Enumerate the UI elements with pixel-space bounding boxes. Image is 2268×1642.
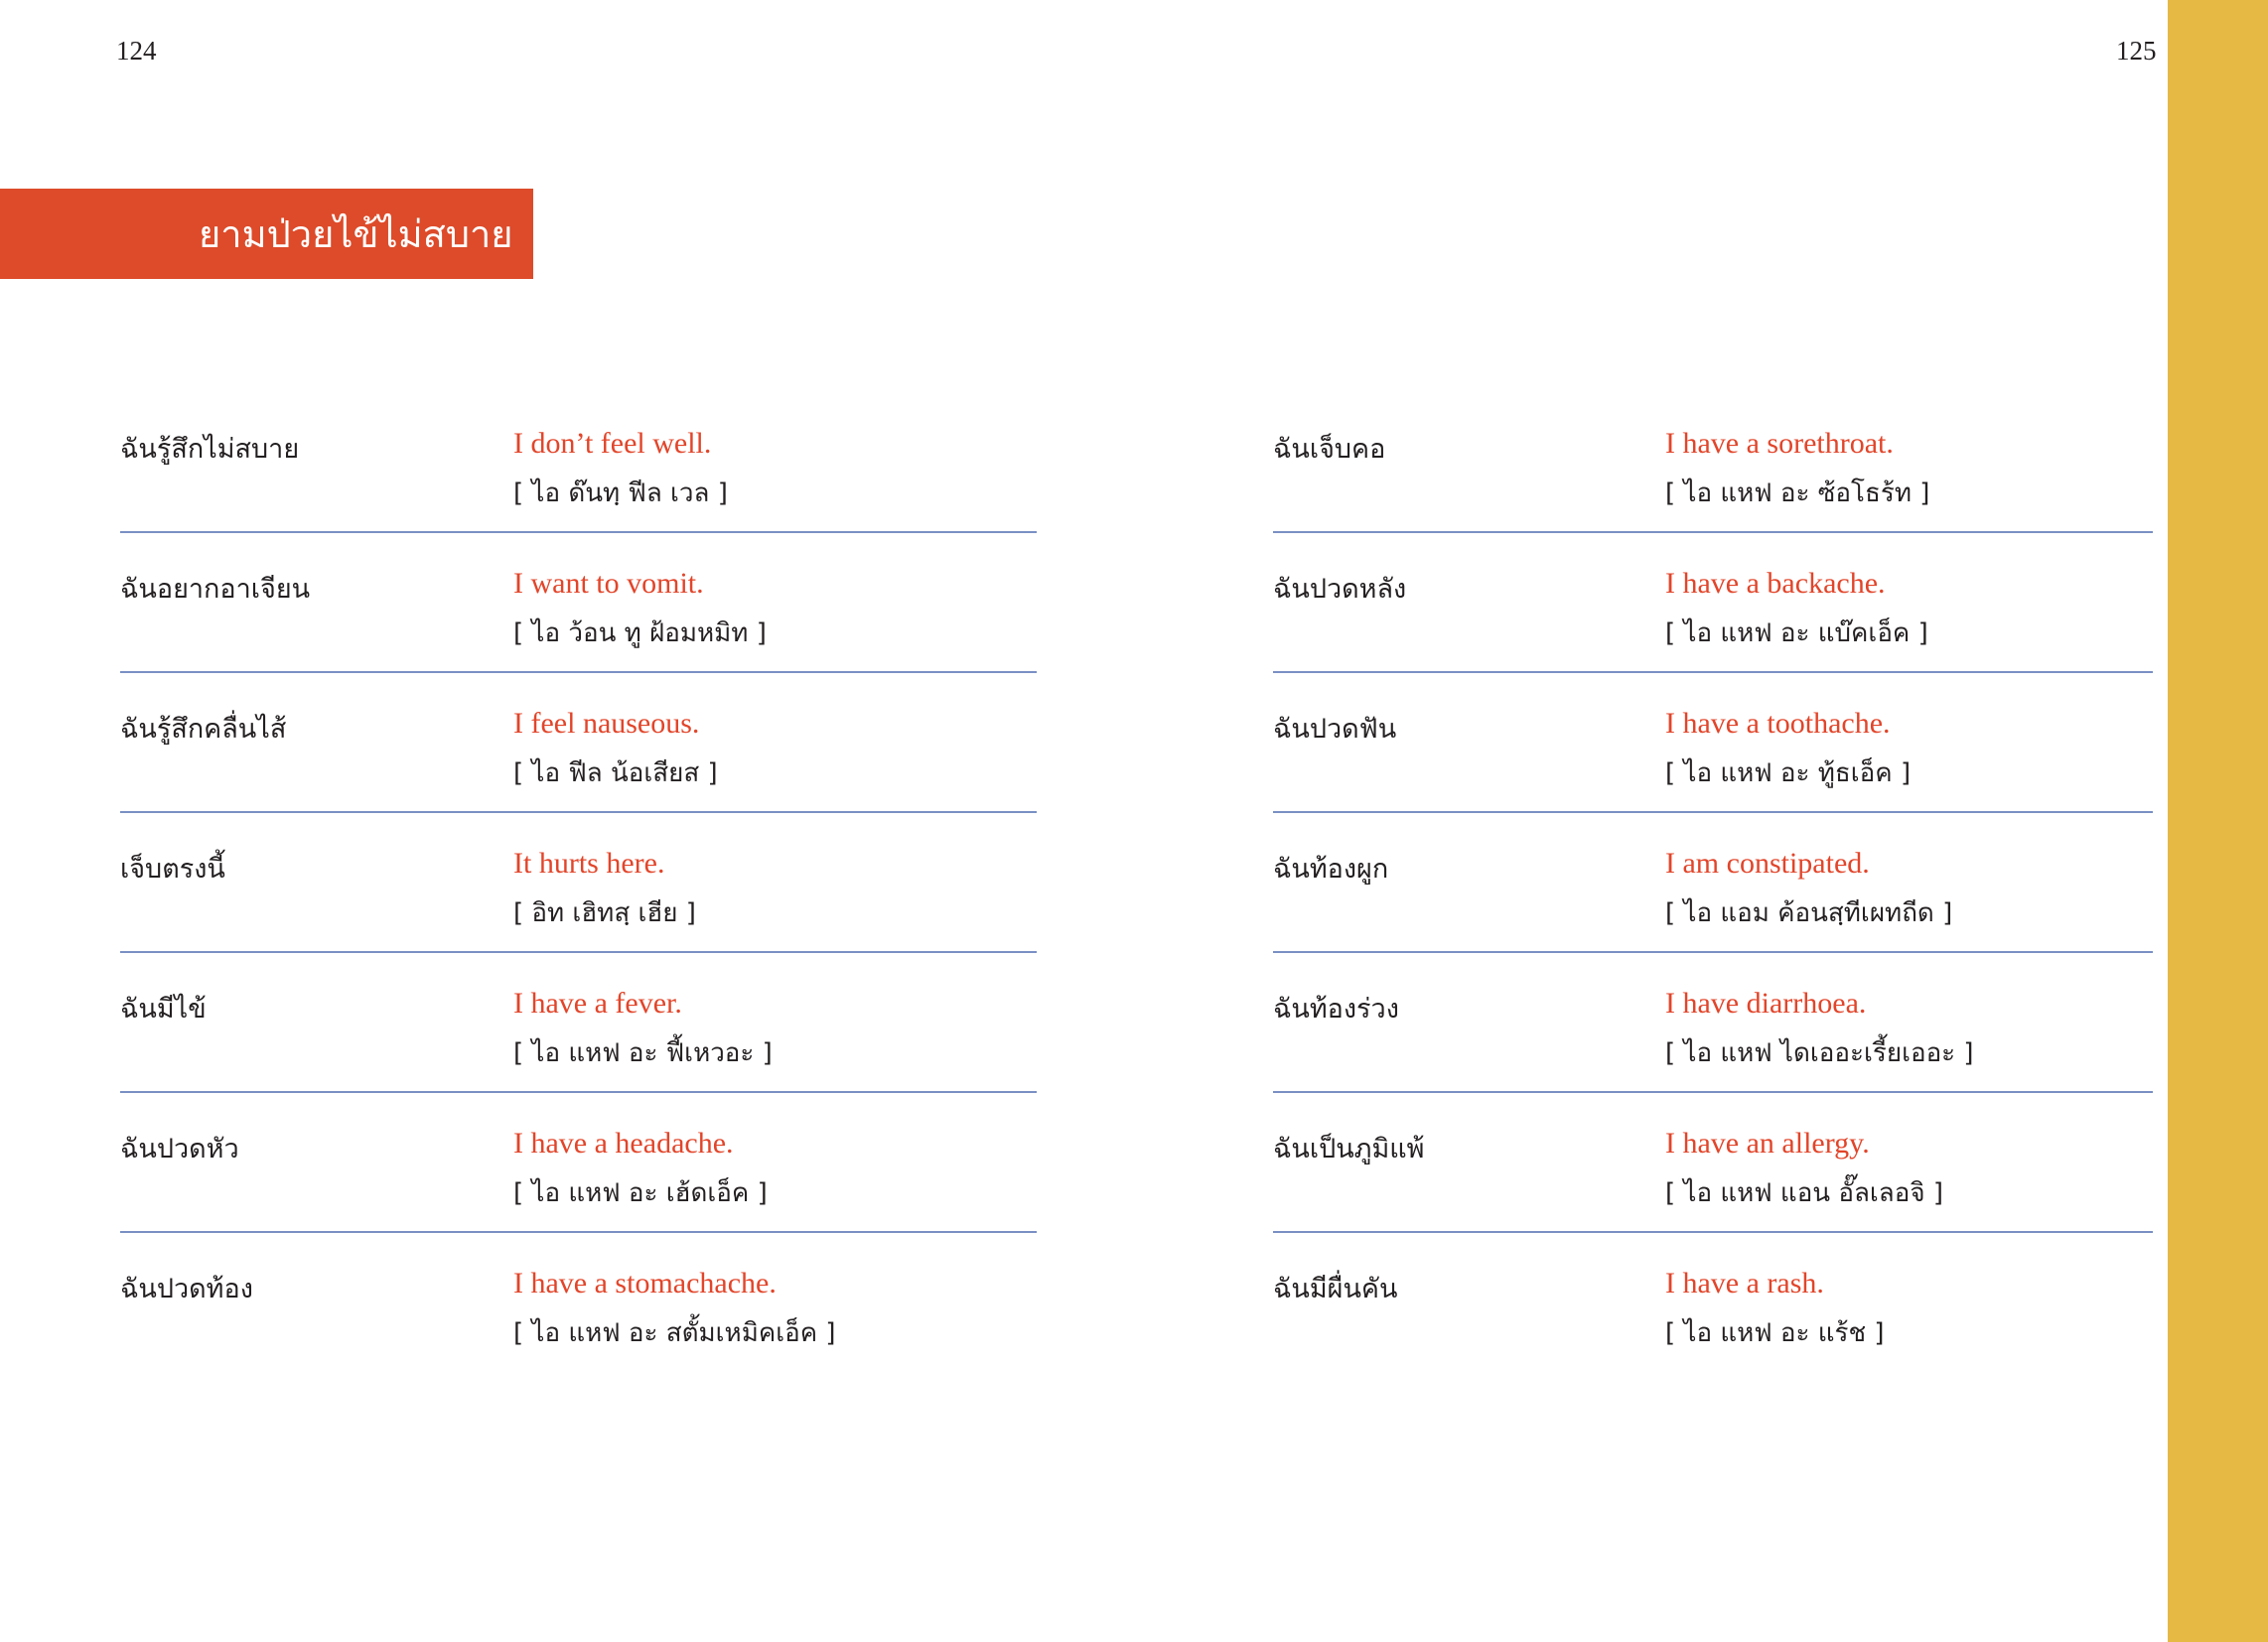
phrase-row: [120, 825, 1037, 965]
thai-phrase: ฉันท้องร่วง: [1273, 994, 1399, 1025]
pronunciation: [ ไอ ว้อน ทู ฝ้อมหมิท ]: [513, 618, 767, 648]
section-title: ยามป่วยไข้ไม่สบาย: [199, 212, 513, 256]
phrase-row: [120, 405, 1037, 545]
side-color-band: [2168, 0, 2268, 1642]
phrase-row: [120, 545, 1037, 685]
english-phrase: I have an allergy.: [1665, 1127, 1870, 1160]
english-phrase: I am constipated.: [1665, 847, 1870, 880]
pronunciation: [ ไอ แหฟ อะ สตั้มเหมิคเอ็ค ]: [513, 1318, 836, 1348]
english-phrase: I have a headache.: [513, 1127, 734, 1160]
thai-phrase: ฉันรู้สึกคลื่นไส้: [120, 714, 287, 745]
thai-phrase: ฉันอยากอาเจียน: [120, 574, 311, 605]
english-phrase: I have a sorethroat.: [1665, 427, 1894, 460]
pronunciation: [ ไอ แหฟ อะ แร้ช ]: [1665, 1318, 1885, 1348]
english-phrase: It hurts here.: [513, 847, 665, 880]
pronunciation: [ อิท เฮิทสฺ เฮีย ]: [513, 898, 696, 928]
pronunciation: [ ไอ แหฟ แอน อั๊ลเลอจิ ]: [1665, 1178, 1943, 1208]
english-phrase: I don’t feel well.: [513, 427, 712, 460]
pronunciation: [ ไอ แอม ค้อนสฺทีเผทถีด ]: [1665, 898, 1953, 928]
pronunciation: [ ไอ ด๊นทฺ ฟีล เวล ]: [513, 479, 728, 508]
pronunciation: [ ไอ แหฟ อะ ทู้ธเอ็ค ]: [1665, 758, 1912, 788]
phrase-column-left: [120, 405, 1037, 1385]
thai-phrase: ฉันปวดท้อง: [120, 1274, 253, 1304]
phrase-row: [120, 1245, 1037, 1385]
thai-phrase: ฉันเจ็บคอ: [1273, 434, 1386, 465]
english-phrase: I want to vomit.: [513, 567, 704, 600]
page-number-right: 125: [2116, 36, 2157, 66]
thai-phrase: เจ็บตรงนี้: [120, 854, 225, 885]
section-title-banner: [0, 189, 533, 279]
pronunciation: [ ไอ แหฟ ไดเออะเรี้ยเออะ ]: [1665, 1038, 1974, 1068]
thai-phrase: ฉันเป็นภูมิแพ้: [1273, 1134, 1425, 1164]
thai-phrase: ฉันมีผื่นคัน: [1273, 1274, 1398, 1304]
phrase-row: [1273, 1245, 2153, 1385]
pronunciation: [ ไอ แหฟ อะ แบ๊คเอ็ค ]: [1665, 618, 1928, 648]
english-phrase: I have a rash.: [1665, 1267, 1824, 1300]
english-phrase: I have diarrhoea.: [1665, 987, 1867, 1020]
english-phrase: I have a toothache.: [1665, 707, 1891, 740]
pronunciation: [ ไอ ฟีล น้อเสียส ]: [513, 758, 718, 788]
pronunciation: [ ไอ แหฟ อะ ซ้อโธร้ท ]: [1665, 479, 1930, 508]
phrase-row: [1273, 1105, 2153, 1245]
page-number-left: 124: [116, 36, 157, 66]
phrase-row: [120, 685, 1037, 825]
phrase-row: [120, 965, 1037, 1105]
phrase-row: [1273, 405, 2153, 545]
thai-phrase: ฉันรู้สึกไม่สบาย: [120, 434, 300, 465]
thai-phrase: ฉันปวดฟัน: [1273, 714, 1397, 745]
phrase-row: [1273, 545, 2153, 685]
english-phrase: I feel nauseous.: [513, 707, 700, 740]
phrase-row: [1273, 685, 2153, 825]
english-phrase: I have a stomachache.: [513, 1267, 777, 1300]
phrase-row: [120, 1105, 1037, 1245]
phrase-row: [1273, 825, 2153, 965]
thai-phrase: ฉันท้องผูก: [1273, 854, 1389, 885]
thai-phrase: ฉันปวดหลัง: [1273, 574, 1407, 605]
thai-phrase: ฉันปวดหัว: [120, 1134, 239, 1164]
phrase-row: [1273, 965, 2153, 1105]
pronunciation: [ ไอ แหฟ อะ ฟี้เหวอะ ]: [513, 1038, 773, 1068]
english-phrase: I have a backache.: [1665, 567, 1886, 600]
phrase-column-right: [1273, 405, 2153, 1385]
pronunciation: [ ไอ แหฟ อะ เฮ้ดเอ็ค ]: [513, 1178, 768, 1208]
thai-phrase: ฉันมีไข้: [120, 994, 207, 1025]
english-phrase: I have a fever.: [513, 987, 682, 1020]
